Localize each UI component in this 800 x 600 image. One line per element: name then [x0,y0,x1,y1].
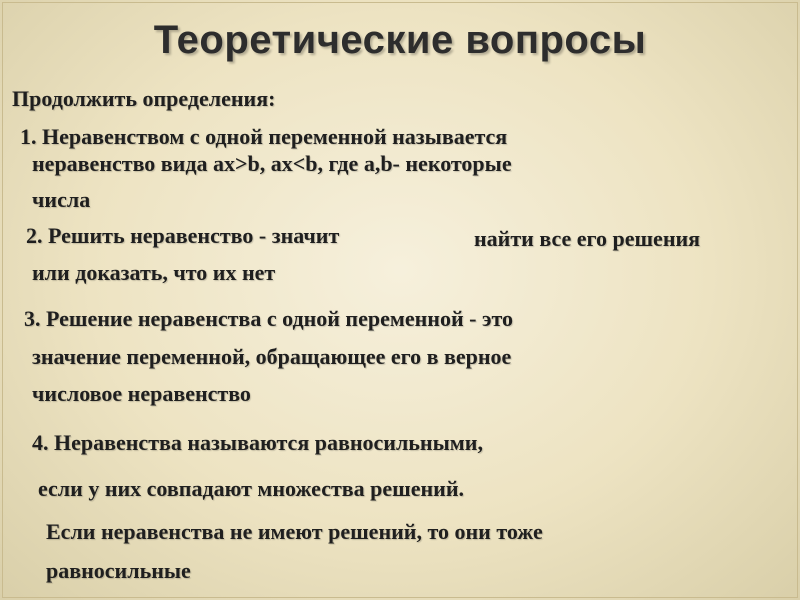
item-2-line-3: или доказать, что их нет [32,260,276,285]
item-4-line-2: если у них совпадают множества решений. [38,476,465,501]
item-2-line-2: найти все его решения [474,226,701,251]
item-1-line-3: числа [32,187,91,212]
note-line-1: Если неравенства не имеют решений, то они тоже [46,519,543,544]
item-1-line-2: неравенство вида ax>b, ax<b, где a,b- некоторые [32,151,512,176]
intro-text: Продолжить определения: [12,86,276,111]
item-4-line-1: 4. Неравенства называются равносильными, [32,430,483,455]
item-3-line-3: числовое неравенство [32,381,251,406]
item-1-line-1: 1. Неравенством с одной переменной называется [20,124,508,149]
item-2-line-1: 2. Решить неравенство - значит [26,223,340,248]
item-3-line-1: 3. Решение неравенства с одной переменной - это [24,306,513,331]
item-3-line-2: значение переменной, обращающее его в верное [32,344,512,369]
slide-title: Теоретические вопросы [153,18,647,62]
note-line-2: равносильные [46,558,191,583]
